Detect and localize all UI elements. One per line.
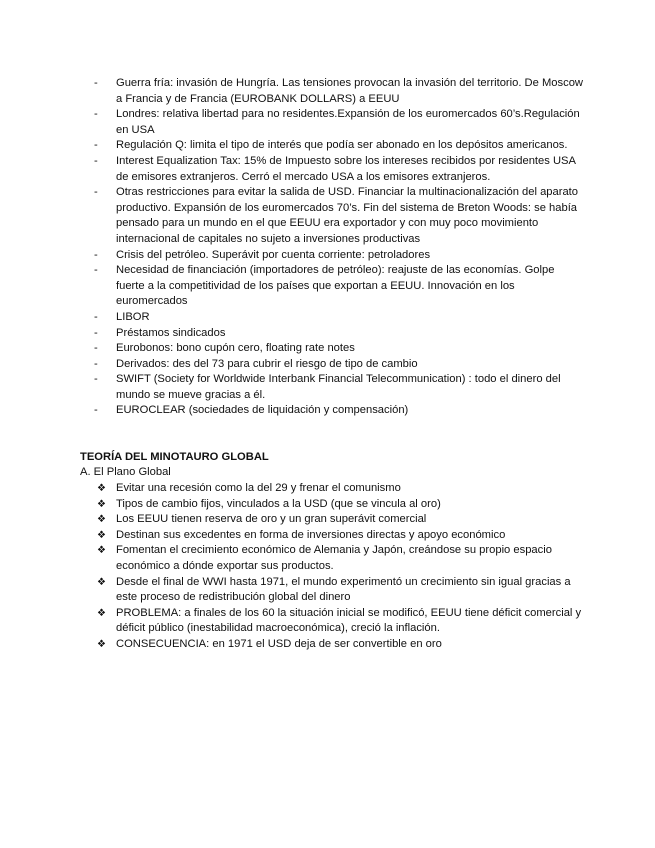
section-title: TEORÍA DEL MINOTAURO GLOBAL xyxy=(80,451,269,463)
list-item-text: EUROCLEAR (sociedades de liquidación y compensación) xyxy=(116,404,409,417)
dash-bullet-list xyxy=(94,76,584,419)
list-item xyxy=(97,606,587,637)
list-item xyxy=(94,403,584,419)
list-item-text: Fomentan el crecimiento económico de Alemania y Japón, creándose su propio espacio económico a dónde exportar sus productos. xyxy=(116,544,552,572)
list-item xyxy=(94,76,584,107)
dash-bullet: - xyxy=(94,186,98,199)
list-item-text: Eurobonos: bono cupón cero, floating rate notes xyxy=(116,342,355,355)
list-item xyxy=(97,481,587,497)
list-item xyxy=(97,543,587,574)
diamond-bullet-icon: ❖ xyxy=(97,607,106,619)
list-item-text: Destinan sus excedentes en forma de inversiones directas y apoyo económico xyxy=(116,528,506,541)
list-item-text: CONSECUENCIA: en 1971 el USD deja de ser convertible en oro xyxy=(116,637,442,650)
list-item-text: Derivados: des del 73 para cubrir el riesgo de tipo de cambio xyxy=(116,357,418,370)
list-item xyxy=(94,310,584,326)
list-item xyxy=(94,357,584,373)
list-item-text: SWIFT (Society for Worldwide Interbank Financial Telecommunication) : todo el dinero del mundo se mueve gracias a él. xyxy=(116,373,561,401)
list-item-text: Tipos de cambio fijos, vinculados a la USD (que se vincula al oro) xyxy=(116,497,441,510)
list-item xyxy=(94,326,584,342)
diamond-bullet-icon: ❖ xyxy=(97,638,106,650)
list-item xyxy=(94,372,584,403)
dash-bullet: - xyxy=(94,357,98,370)
diamond-bullet-icon: ❖ xyxy=(97,514,106,526)
dash-bullet: - xyxy=(94,264,98,277)
list-item-text: Evitar una recesión como la del 29 y frenar el comunismo xyxy=(116,482,401,494)
list-item-text: Otras restricciones para evitar la salida de USD. Financiar la multinacionalización del aparato productivo. Expansión de los euromercados 70’s. Fin del sistema de Breton Woods: se había pensado para un mundo en el que EEUU era exportador y con muy poco movimiento internacional de capitales no sujeto a inversiones productivas xyxy=(116,186,579,245)
dash-bullet: - xyxy=(94,342,98,355)
dash-bullet: - xyxy=(94,404,98,417)
dash-bullet: - xyxy=(94,326,98,339)
diamond-bullet-icon: ❖ xyxy=(97,498,106,510)
list-item xyxy=(94,107,584,138)
list-item xyxy=(94,185,584,247)
list-item-text: Crisis del petróleo. Superávit por cuenta corriente: petroladores xyxy=(116,248,431,261)
list-item-text: Guerra fría: invasión de Hungría. Las tensiones provocan la invasión del territorio. De Moscow a Francia y de Francia (EUROBANK DOLLARS) a EEUU xyxy=(116,77,584,105)
diamond-bullet-icon: ❖ xyxy=(97,529,106,541)
dash-bullet: - xyxy=(94,139,98,152)
diamond-bullet-icon: ❖ xyxy=(97,576,106,588)
list-item xyxy=(94,263,584,310)
dash-bullet: - xyxy=(94,108,98,121)
dash-bullet: - xyxy=(94,154,98,167)
list-item-text: PROBLEMA: a finales de los 60 la situación inicial se modificó, EEUU tiene déficit comercial y déficit público (inestabilidad macroeconómica), creció la inflación. xyxy=(116,606,582,635)
list-item-text: Préstamos sindicados xyxy=(116,326,226,339)
dash-bullet: - xyxy=(94,77,98,89)
list-item xyxy=(97,512,587,528)
list-item-text: Londres: relativa libertad para no residentes.Expansión de los euromercados 60’s.Regulación en USA xyxy=(116,108,580,136)
list-item-text: Los EEUU tienen reserva de oro y un gran superávit comercial xyxy=(116,513,427,526)
list-item xyxy=(94,341,584,357)
list-item-text: Desde el final de WWI hasta 1971, el mundo experimentó un crecimiento sin igual gracias a este proceso de redistribución global del dinero xyxy=(116,575,571,604)
dash-bullet: - xyxy=(94,248,98,261)
list-item xyxy=(97,528,587,544)
diamond-bullet-icon: ❖ xyxy=(97,545,106,557)
list-item xyxy=(94,248,584,264)
dash-bullet: - xyxy=(94,373,98,386)
list-item-text: Interest Equalization Tax: 15% de Impuesto sobre los intereses recibidos por residentes USA de emisores extranjeros. Cerró el mercado USA a los emisores extranjeros. xyxy=(116,154,576,183)
diamond-bullet-list xyxy=(97,481,587,653)
list-item xyxy=(97,575,587,606)
dash-bullet: - xyxy=(94,310,98,323)
list-item-text: Regulación Q: limita el tipo de interés que podía ser abonado en los depósitos americanos. xyxy=(116,139,568,152)
diamond-bullet-icon: ❖ xyxy=(97,483,106,494)
list-item xyxy=(97,497,587,513)
section-subheading: A. El Plano Global xyxy=(80,466,171,478)
list-item-text: Necesidad de financiación (importadores de petróleo): reajuste de las economías. Golpe fuerte a la competitividad de los países que exportan a EEUU. Innovación en los euromercados xyxy=(116,264,555,308)
list-item xyxy=(94,138,584,154)
list-item xyxy=(97,637,587,653)
list-item xyxy=(94,154,584,185)
list-item-text: LIBOR xyxy=(116,310,150,323)
